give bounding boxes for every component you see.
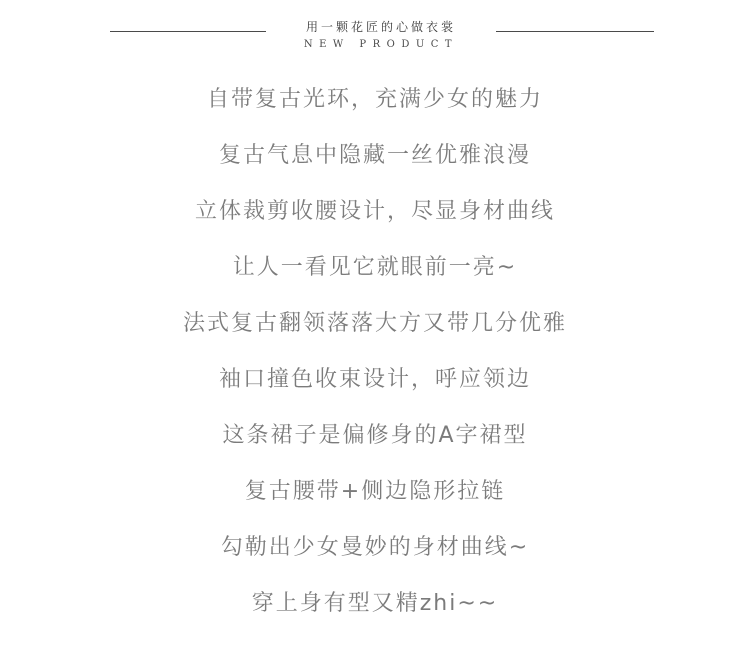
- description-line: 这条裙子是偏修身的A字裙型: [222, 423, 528, 448]
- description-line: 穿上身有型又精zhi~~: [251, 591, 499, 616]
- description-line: 自带复古光环，充满少女的魅力: [206, 87, 543, 112]
- header-subtitle: NEW PRODUCT: [303, 39, 459, 50]
- description-line: 袖口撞色收束设计，呼应领边: [218, 367, 531, 392]
- header-title: 用一颗花匠的心做衣裳: [305, 20, 456, 34]
- description-line: 复古腰带+侧边隐形拉链: [244, 479, 506, 504]
- description-line: 勾勒出少女曼妙的身材曲线~: [220, 535, 530, 560]
- description-line: 复古气息中隐藏一丝优雅浪漫: [218, 143, 531, 168]
- description-line: 让人一看见它就眼前一亮~: [232, 255, 518, 280]
- description-line: 法式复古翻领落落大方又带几分优雅: [182, 311, 567, 336]
- description-line: 立体裁剪收腰设计，尽显身材曲线: [194, 199, 555, 224]
